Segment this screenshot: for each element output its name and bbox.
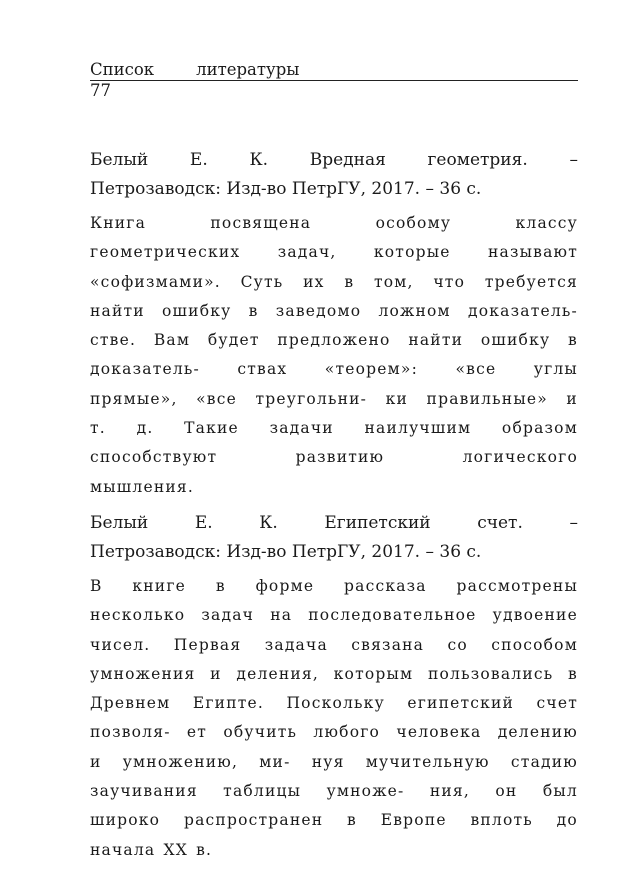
word: их [303, 272, 325, 291]
word: посвящена [210, 214, 312, 232]
word: развитию [295, 448, 385, 467]
word: Вредная [309, 150, 386, 170]
word: будет [207, 331, 260, 350]
entry-title-line-2: Петрозаводск: Изд-во ПетрГУ, 2017. – 36 с. [90, 179, 482, 199]
entry-title [90, 146, 578, 204]
word: логического [462, 448, 578, 467]
entry-title [90, 509, 578, 567]
text-line [90, 209, 578, 238]
word: на [270, 606, 293, 625]
text-line [90, 689, 578, 718]
word: – [569, 513, 578, 533]
word: нуя [311, 752, 345, 771]
word: найти [90, 301, 145, 320]
word: вплоть [470, 811, 533, 830]
bibliography-entry [90, 146, 578, 502]
word: деления, [236, 664, 320, 683]
word: «софизмами». [90, 272, 221, 291]
word: Древнем [90, 694, 171, 713]
word: требуется [484, 272, 578, 291]
page-number: 77 [90, 81, 111, 100]
word: обучить [223, 723, 298, 742]
entry-title-line-2: Петрозаводск: Изд-во ПетрГУ, 2017. – 36 с. [90, 542, 482, 562]
text-line [90, 297, 578, 326]
word: доказатель- [468, 301, 578, 320]
word: Египте. [192, 694, 265, 713]
word: «все [455, 360, 497, 379]
word: которым [333, 664, 414, 683]
word: умножению, [122, 752, 239, 771]
word: Европе [380, 811, 447, 830]
word: до [556, 811, 578, 830]
header-title-word-1: Список [90, 60, 155, 79]
word: задача [264, 635, 328, 654]
word: называют [488, 243, 578, 262]
word: том, [373, 272, 414, 291]
word: ложном [378, 301, 451, 320]
word: любого [313, 723, 381, 742]
word: прямые», [90, 389, 178, 408]
word: несколько [90, 606, 186, 625]
word: ет [186, 723, 208, 742]
word: и [210, 664, 222, 683]
word: ми- [259, 752, 291, 771]
word: особому [375, 214, 452, 232]
word: наилучшим [364, 419, 472, 438]
word: в [568, 664, 578, 683]
word: Такие [184, 419, 239, 438]
word: удвоение [492, 606, 578, 625]
word: делению [497, 723, 578, 742]
word: стадию [510, 752, 578, 771]
text-line [90, 572, 578, 601]
text-line [90, 631, 578, 660]
word: египетский [407, 694, 515, 713]
text-line [90, 601, 578, 630]
word: геометрия. [427, 150, 528, 170]
word: чисел. [90, 635, 151, 654]
word: задач, [277, 243, 337, 262]
word: ошибку [480, 331, 551, 350]
word: доказатель- [90, 360, 200, 379]
word: таблицы [223, 782, 302, 801]
word: книге [132, 577, 187, 595]
word: «теорем»: [324, 360, 419, 379]
word: заведомо [275, 301, 362, 320]
word: геометрических [90, 243, 241, 262]
word: В [90, 577, 103, 595]
running-header [90, 60, 578, 81]
word: и [566, 389, 578, 408]
text-line [90, 443, 578, 472]
text-line: мышления. [90, 477, 194, 496]
word: был [542, 782, 578, 801]
bibliography-entry [90, 509, 578, 865]
text-line [90, 355, 578, 384]
word: Поскольку [286, 694, 385, 713]
text-line [90, 748, 578, 777]
word: в [215, 577, 226, 595]
word: треугольни- [255, 389, 368, 408]
word: в [568, 331, 578, 350]
word: способом [491, 635, 578, 654]
word: широко [90, 811, 161, 830]
word: мучительную [365, 752, 490, 771]
entry-title-line-1 [90, 146, 578, 175]
word: и [90, 752, 102, 771]
word: К. [259, 513, 278, 533]
word: ошибку [162, 301, 232, 320]
word: в [344, 272, 355, 291]
text-line [90, 660, 578, 689]
word: классу [515, 214, 578, 232]
word: в [347, 811, 357, 830]
word: задач [201, 606, 255, 625]
word: связана [351, 635, 425, 654]
text-line [90, 238, 578, 267]
text-line [90, 777, 578, 806]
word: Вам [153, 331, 191, 350]
word: правильные» [426, 389, 548, 408]
text-line [90, 414, 578, 443]
word: он [495, 782, 518, 801]
word: Египетский [324, 513, 431, 533]
word: форме [255, 577, 315, 595]
word: стве. [90, 331, 137, 350]
word: Е. [194, 513, 213, 533]
word: последовательное [308, 606, 477, 625]
word: К. [249, 150, 269, 170]
word: Суть [240, 272, 284, 291]
word: т. [90, 419, 106, 438]
word: – [569, 150, 578, 170]
word: рассмотрены [456, 577, 578, 595]
word: пользовались [427, 664, 554, 683]
word: что [433, 272, 466, 291]
word: Белый [90, 513, 149, 533]
entry-description [90, 572, 578, 865]
word: ки [385, 389, 409, 408]
text-line [90, 806, 578, 835]
word: заучивания [90, 782, 198, 801]
text-line [90, 268, 578, 297]
text-line: начала XX в. [90, 840, 213, 859]
word: позволя- [90, 723, 171, 742]
word: Книга [90, 214, 147, 232]
word: способствуют [90, 448, 218, 467]
text-line [90, 718, 578, 747]
word: д. [136, 419, 154, 438]
word: рассказа [344, 577, 427, 595]
entry-description [90, 209, 578, 502]
word: умноже- [326, 782, 405, 801]
word: в [248, 301, 259, 320]
word: найти [408, 331, 464, 350]
word: которые [373, 243, 451, 262]
text-line [90, 326, 578, 355]
word: задачи [269, 419, 334, 438]
word: предложено [277, 331, 391, 350]
word: ствах [237, 360, 288, 379]
word: распространен [183, 811, 324, 830]
word: «все [196, 389, 237, 408]
word: Белый [90, 150, 149, 170]
word: счет. [477, 513, 523, 533]
entry-title-line-1 [90, 509, 578, 538]
word: со [447, 635, 468, 654]
word: углы [533, 360, 578, 379]
text-line [90, 385, 578, 414]
word: человека [396, 723, 482, 742]
word: счет [536, 694, 578, 713]
word: Первая [173, 635, 242, 654]
word: умножения [90, 664, 196, 683]
word: Е. [189, 150, 208, 170]
word: ния, [429, 782, 471, 801]
document-page [90, 60, 578, 859]
word: образом [501, 419, 578, 438]
header-title-word-2: литературы [196, 60, 300, 79]
